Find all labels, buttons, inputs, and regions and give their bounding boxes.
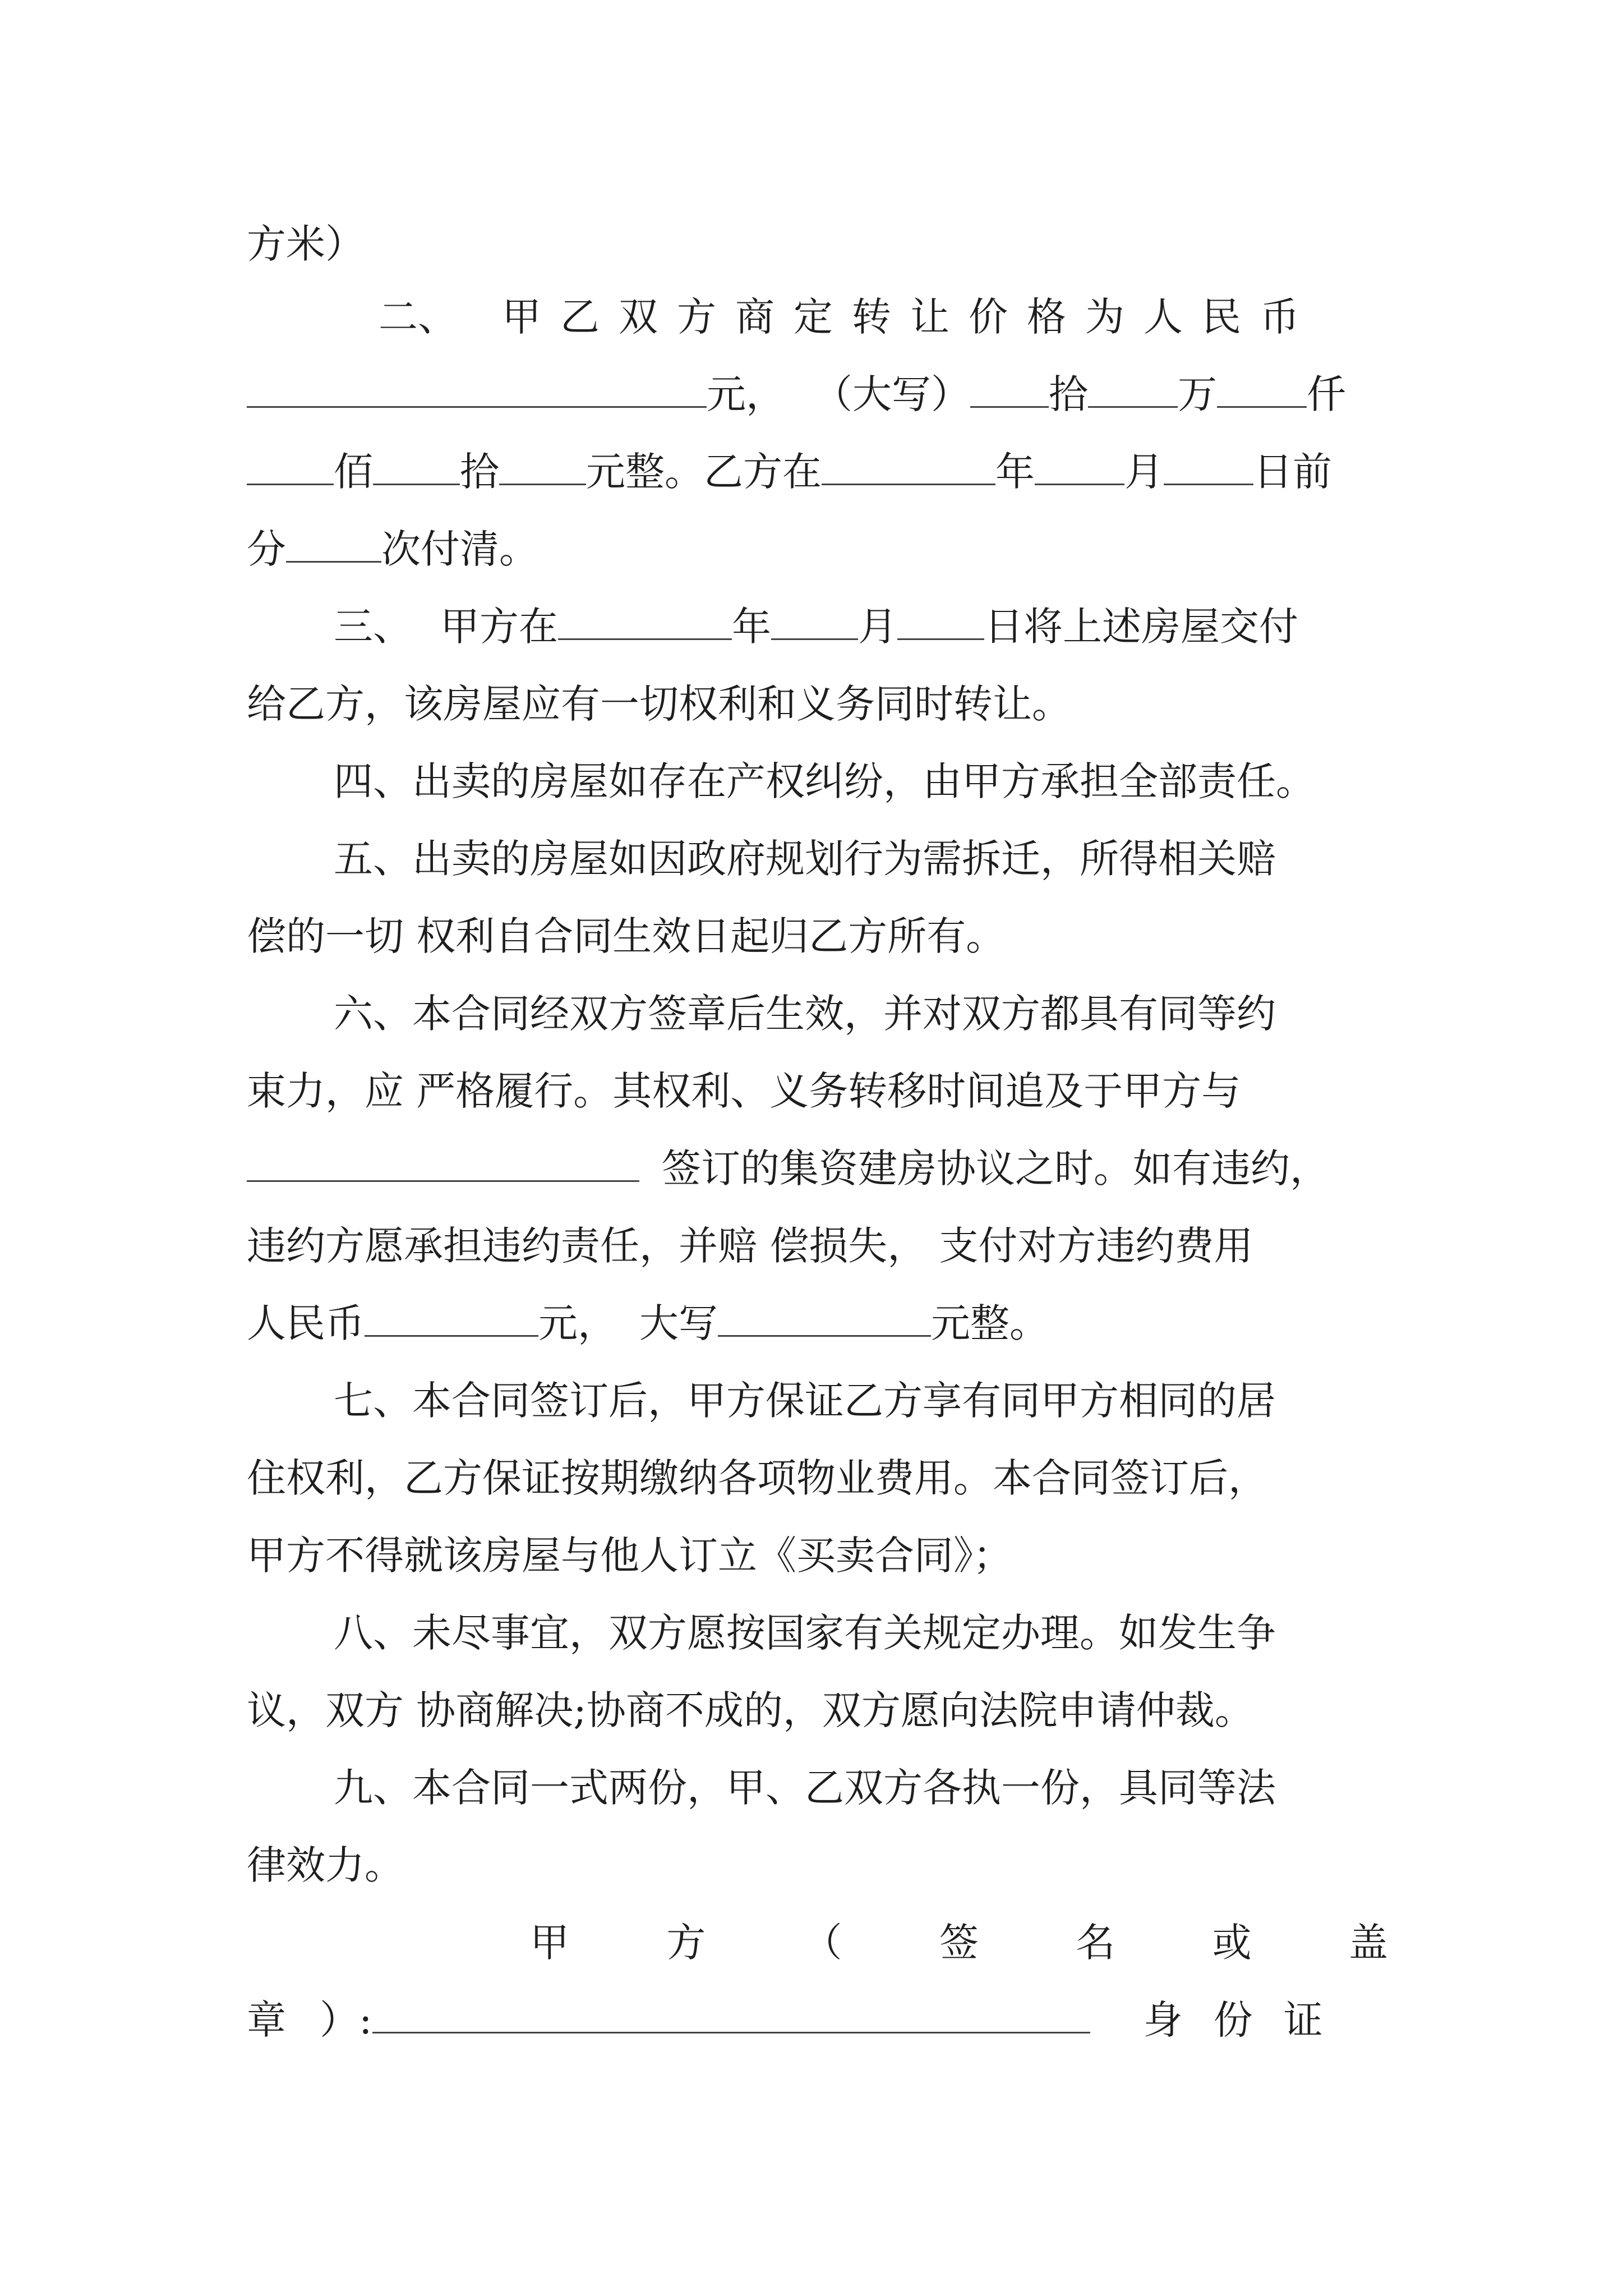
- clause-6-line-4: [247, 1218, 1388, 1274]
- amount-blank: [970, 371, 1049, 408]
- continuation-line: [247, 216, 1388, 272]
- text-fragment: 律效力。: [247, 1842, 404, 1888]
- clause-6-line-2: [247, 1063, 1388, 1119]
- text-fragment: 七、本合同签订后，甲方保证乙方享有同甲方相同的居: [334, 1378, 1276, 1424]
- text-fragment: 议，双方 协商解决;协商不成的，双方愿向法院申请仲裁。: [247, 1687, 1254, 1733]
- signature-line-2: [247, 1992, 1388, 2048]
- clause-number: 三、: [334, 604, 412, 650]
- text-fragment: ）:: [320, 1997, 372, 2043]
- clause-7-line-3: [247, 1527, 1388, 1584]
- clause-2-text: [502, 289, 1388, 345]
- signature-line-1: [247, 1915, 1388, 1971]
- text-fragment: 或: [1212, 1920, 1252, 1966]
- clause-5-line-2: [247, 908, 1388, 964]
- clause-9-line-2: [247, 1837, 1388, 1893]
- text-fragment: 甲方不得就该房屋与他人订立《买卖合同》；: [247, 1533, 1012, 1579]
- unit-label: 仟: [1307, 371, 1346, 417]
- clause-7-line-2: [247, 1450, 1388, 1506]
- unit-label: 年: [732, 604, 771, 650]
- text-fragment: 元整。乙方在: [586, 449, 822, 495]
- amount-blank: [1088, 371, 1178, 408]
- text-fragment: 违约方愿承担违约责任，并赔 偿损失， 支付对方违约费用: [247, 1223, 1253, 1269]
- clause-5-line-1: [247, 831, 1388, 887]
- clause-6-line-5: [247, 1295, 1388, 1351]
- penalty-amount-blank: [365, 1300, 538, 1337]
- party-a-signature-blank: [372, 1997, 1090, 2033]
- unit-label: 年: [995, 449, 1035, 495]
- text-fragment: 盖: [1348, 1920, 1388, 1966]
- text-fragment: 方米）: [247, 221, 365, 267]
- text-fragment: 日前: [1253, 449, 1332, 495]
- text-fragment: 份: [1213, 1997, 1253, 2043]
- year-blank: [822, 449, 995, 485]
- text-fragment: 给乙方，该房屋应有一切权利和义务同时转让。: [247, 681, 1071, 727]
- text-fragment: 六、本合同经双方签章后生效，并对双方都具有同等约: [334, 991, 1276, 1037]
- clause-2-line-1: [247, 289, 1388, 345]
- text-fragment: 八、未尽事宜，双方愿按国家有关规定办理。如发生争: [334, 1610, 1276, 1656]
- text-fragment: 甲乙双方商定转让价格为人民币: [502, 294, 1318, 340]
- month-blank: [771, 604, 858, 640]
- clause-4: [247, 753, 1388, 809]
- text-fragment: 元，: [538, 1300, 617, 1346]
- amount-blank: [1217, 371, 1307, 408]
- text-fragment: 元整。: [931, 1300, 1049, 1346]
- amount-blank: [373, 449, 460, 485]
- unit-label: 万: [1178, 371, 1217, 417]
- clause-6-line-1: [247, 986, 1388, 1042]
- amount-blank: [247, 449, 334, 485]
- clause-6-line-3: [247, 1140, 1388, 1197]
- clause-8-line-2: [247, 1682, 1388, 1738]
- installment-blank: [286, 526, 381, 563]
- clause-2-line-4: [247, 521, 1388, 577]
- clause-3-line-1: [247, 599, 1388, 655]
- text-fragment: 日将上述房屋交付: [984, 604, 1298, 650]
- text-fragment: （大写）: [813, 371, 970, 417]
- clause-2-line-3: [247, 444, 1388, 500]
- contract-page: [247, 0, 1388, 2296]
- amount-blank: [499, 449, 586, 485]
- text-fragment: 次付清。: [381, 526, 538, 572]
- text-fragment: 甲: [530, 1920, 569, 1966]
- text-fragment: 身: [1143, 1997, 1183, 2043]
- text-fragment: 分: [247, 526, 286, 572]
- unit-label: 佰: [334, 449, 373, 495]
- unit-label: 月: [858, 604, 897, 650]
- text-fragment: （: [803, 1920, 842, 1966]
- text-fragment: 甲方在: [440, 604, 558, 650]
- clause-9-line-1: [247, 1760, 1388, 1816]
- text-fragment: 束力，应 严格履行。其权利、义务转移时间追及于甲方与: [247, 1068, 1241, 1114]
- clause-7-line-1: [247, 1373, 1388, 1429]
- text-fragment: 章: [247, 1997, 286, 2043]
- party-name-blank: [247, 1145, 639, 1182]
- text-fragment: 方: [666, 1920, 706, 1966]
- text-fragment: 五、出卖的房屋如因政府规划行为需拆迁，所得相关赔: [334, 836, 1276, 882]
- clause-number: 二、: [379, 294, 457, 340]
- text-fragment: 大写: [639, 1300, 718, 1346]
- clause-8-line-1: [247, 1605, 1388, 1661]
- text-fragment: 名: [1076, 1920, 1115, 1966]
- day-blank: [1164, 449, 1253, 485]
- text-fragment: 元，: [707, 371, 785, 417]
- month-blank: [1035, 449, 1124, 485]
- text-fragment: 九、本合同一式两份，甲、乙双方各执一份，具同等法: [334, 1765, 1276, 1811]
- price-amount-blank: [247, 371, 707, 408]
- text-fragment: 签: [939, 1920, 979, 1966]
- day-blank: [897, 604, 984, 640]
- clause-3-line-2: [247, 676, 1388, 732]
- text-fragment: 证: [1283, 1997, 1323, 2043]
- unit-label: 拾: [460, 449, 499, 495]
- unit-label: 拾: [1049, 371, 1088, 417]
- text-fragment: 人民币: [247, 1300, 365, 1346]
- clause-2-line-2: [247, 366, 1388, 422]
- text-fragment: 住权利，乙方保证按期缴纳各项物业费用。本合同签订后，: [247, 1455, 1267, 1501]
- text-fragment: 偿的一切 权利自合同生效日起归乙方所有。: [247, 913, 1006, 959]
- penalty-capital-blank: [718, 1300, 931, 1337]
- unit-label: 月: [1124, 449, 1164, 495]
- year-blank: [558, 604, 732, 640]
- text-fragment: 签订的集资建房协议之时。如有违约，: [662, 1145, 1329, 1191]
- text-fragment: 四、出卖的房屋如存在产权纠纷，由甲方承担全部责任。: [334, 758, 1315, 804]
